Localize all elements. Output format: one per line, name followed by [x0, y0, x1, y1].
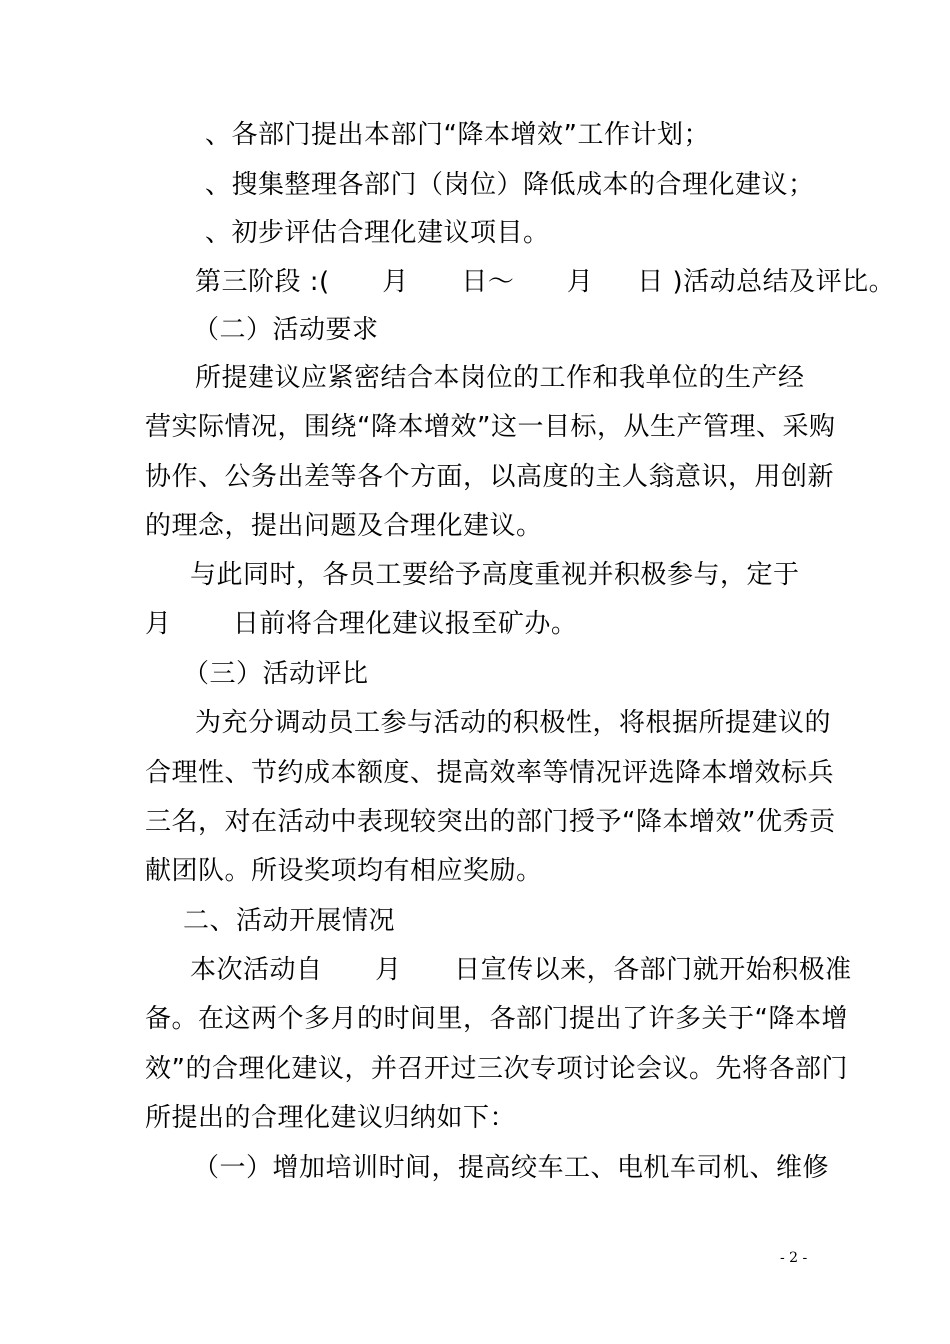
text-line-2: 、搜集整理各部门（岗位）降低成本的合理化建议； [205, 170, 815, 200]
section-heading-progress: 二、活动开展情况 [183, 906, 396, 936]
text-line-11: 月 日前将合理化建议报至矿办。 [145, 609, 578, 639]
text-line-3: 、初步评估合理化建议项目。 [205, 218, 550, 248]
text-line-20: 效”的合理化建议，并召开过三次专项讨论会议。先将各部门 [145, 1054, 848, 1084]
text-line-10: 与此同时，各员工要给予高度重视并积极参与，定于 [190, 560, 800, 590]
text-line-21: 所提出的合理化建议归纳如下： [145, 1103, 517, 1133]
text-line-8: 协作、公务出差等各个方面，以高度的主人翁意识，用创新 [145, 462, 835, 492]
text-line-4: 第三阶段 :( 月 日～ 月 日 )活动总结及评比。 [195, 267, 896, 297]
text-line-22: （一）增加培训时间，提高绞车工、电机车司机、维修 [193, 1153, 830, 1183]
section-heading-evaluation: （三）活动评比 [183, 659, 369, 689]
text-line-15: 三名，对在活动中表现较突出的部门授予“降本增效”优秀贡 [145, 807, 836, 837]
text-line-16: 献团队。所设奖项均有相应奖励。 [145, 856, 543, 886]
text-line-6: 所提建议应紧密结合本岗位的工作和我单位的生产经 [195, 363, 805, 393]
page-number: - 2 - [780, 1250, 808, 1266]
text-line-18: 本次活动自 月 日宣传以来，各部门就开始积极准 [190, 955, 852, 985]
text-line-13: 为充分调动员工参与活动的积极性，将根据所提建议的 [195, 708, 832, 738]
text-line-9: 的理念，提出问题及合理化建议。 [145, 511, 543, 541]
text-line-14: 合理性、节约成本额度、提高效率等情况评选降本增效标兵 [145, 758, 835, 788]
text-line-19: 备。在这两个多月的时间里，各部门提出了许多关于“降本增 [145, 1004, 848, 1034]
section-heading-requirements: （二）活动要求 [193, 315, 379, 345]
text-line-1: 、各部门提出本部门“降本增效”工作计划； [205, 120, 710, 150]
text-line-7: 营实际情况，围绕“降本增效”这一目标，从生产管理、采购 [145, 412, 836, 442]
